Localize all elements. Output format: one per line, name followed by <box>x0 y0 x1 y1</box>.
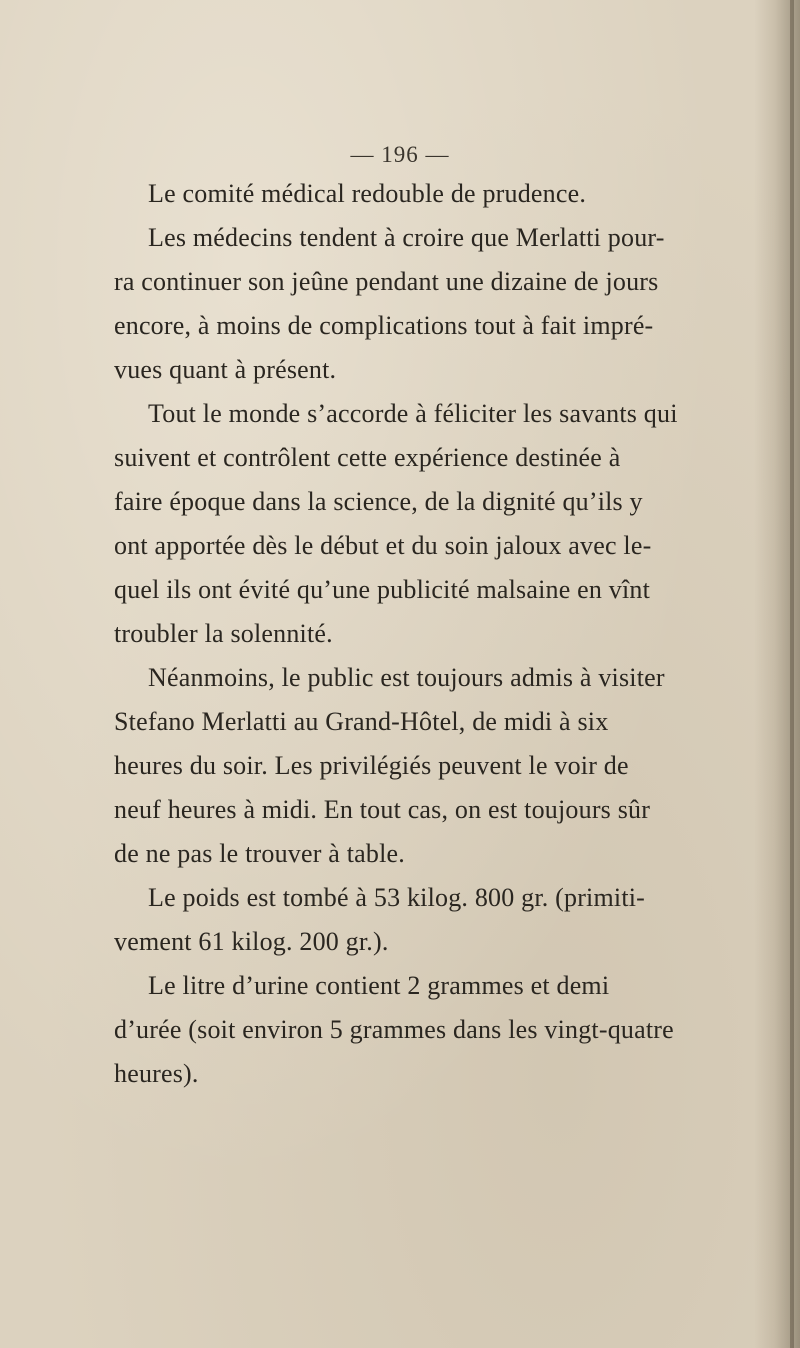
text-line: vement 61 kilog. 200 gr.). <box>114 927 389 956</box>
text-line: ont apportée dès le début et du soin jaloux avec le- <box>114 531 652 560</box>
text-line: Stefano Merlatti au Grand-Hôtel, de midi à six <box>114 707 609 736</box>
text-line: neuf heures à midi. En tout cas, on est toujours sûr <box>114 795 651 824</box>
text-line: Néanmoins, le public est toujours admis à visiter <box>148 663 665 692</box>
text-line: Tout le monde s’accorde à féliciter les savants qui <box>148 399 678 428</box>
page-number: — 196 — <box>350 142 450 167</box>
text-line: heures du soir. Les privilégiés peuvent le voir de <box>114 751 629 780</box>
text-line: suivent et contrôlent cette expérience destinée à <box>114 443 621 472</box>
page-edge-line <box>790 0 794 1348</box>
text-line: faire époque dans la science, de la dignité qu’ils y <box>114 487 643 516</box>
text-line: Le litre d’urine contient 2 grammes et demi <box>148 971 610 1000</box>
text-line: Le comité médical redouble de prudence. <box>148 179 587 208</box>
text-line: troubler la solennité. <box>114 619 333 648</box>
text-line: Les médecins tendent à croire que Merlatti pour- <box>148 223 665 252</box>
text-line: Le poids est tombé à 53 kilog. 800 gr. (primiti- <box>148 883 646 912</box>
text-line: quel ils ont évité qu’une publicité malsaine en vînt <box>114 575 651 604</box>
text-line: de ne pas le trouver à table. <box>114 839 405 868</box>
text-line: ra continuer son jeûne pendant une dizaine de jours <box>114 267 659 296</box>
text-line: heures). <box>114 1059 199 1088</box>
text-line: vues quant à présent. <box>114 355 337 384</box>
text-line: d’urée (soit environ 5 grammes dans les vingt-quatre <box>114 1015 674 1044</box>
text-line: encore, à moins de complications tout à fait impré- <box>114 311 654 340</box>
